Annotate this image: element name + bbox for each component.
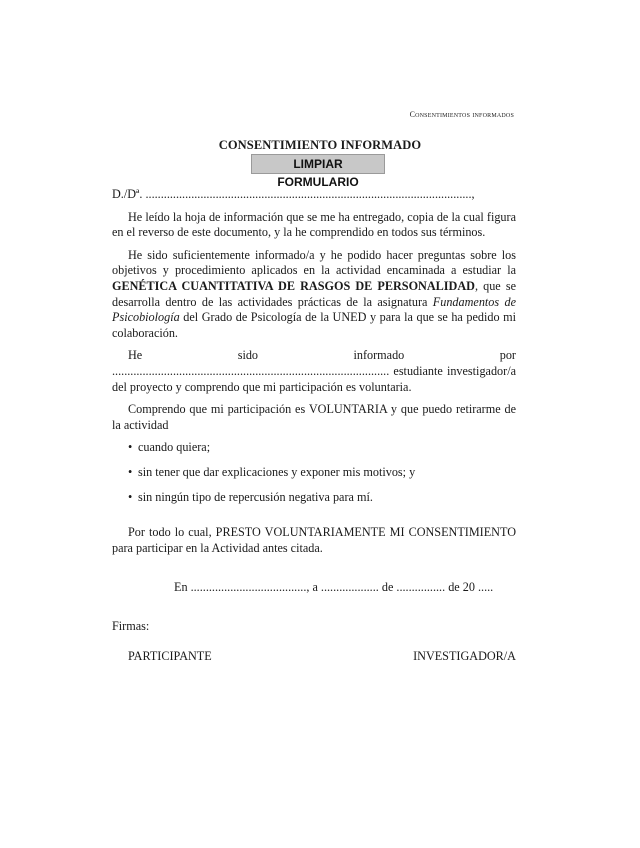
paragraph-information-read: He leído la hoja de información que se me ha entregado, copia de la cual figura en el reverso de este documento, y la he comprendido en todos sus términos. — [112, 209, 516, 240]
paragraph-informed-part-2: , que se desarrolla dentro de las actividades prácticas de la asignatura — [112, 278, 517, 309]
list-item — [128, 440, 516, 456]
spacer — [112, 514, 516, 525]
clear-form-button[interactable]: LIMPIAR FORMULARIO — [251, 154, 385, 174]
course-name: Fundamentos de Psicobiología — [112, 294, 516, 325]
list-item-text: cuando quiera; — [138, 440, 211, 455]
signatures-label: Firmas: — [112, 619, 150, 633]
paragraph-informed-part-3: del Grado de Psicología de la UNED y para la que se ha pedido mi colaboración. — [112, 310, 516, 340]
date-place-line[interactable]: En ......................................, a ................... de ................ de 20 ..... — [174, 580, 494, 594]
signature-investigator: INVESTIGADOR/A — [413, 649, 516, 663]
paragraph-consent: Por todo lo cual, PRESTO VOLUNTARIAMENTE MI CONSENTIMIENTO para participar en la Actividad antes citada. — [112, 525, 516, 555]
name-field-line[interactable]: D./Dª. ..........................................................................................................., — [112, 187, 475, 201]
bullet-icon: • — [128, 489, 133, 504]
running-header: Consentimientos informados — [409, 110, 514, 119]
list-item-text: sin ningún tipo de repercusión negativa para mí. — [138, 489, 373, 504]
paragraph-voluntary: Comprendo que mi participación es VOLUNTARIA y que puedo retirarme de la actividad — [112, 402, 516, 432]
paragraph-informed-by — [112, 348, 516, 395]
activity-name: GENÉTICA CUANTITATIVA DE RASGOS DE PERSONALIDAD — [112, 278, 475, 293]
investigator-name-field[interactable]: ........................................................................................... — [112, 363, 390, 378]
paragraph-informed — [112, 248, 516, 342]
informed-by-lead: He sido informado por — [128, 348, 516, 363]
bullet-icon: • — [128, 464, 133, 479]
paragraph-informed-part-1: He sido suficientemente informado/a y he podido hacer preguntas sobre los objetivos y procedimiento aplicados en la actividad encaminada a estudiar la — [112, 247, 516, 278]
list-item — [128, 465, 516, 481]
consent-body — [112, 187, 516, 563]
bullet-icon: • — [128, 440, 133, 455]
withdrawal-conditions-list — [112, 440, 516, 505]
list-item — [128, 490, 516, 506]
document-title: CONSENTIMIENTO INFORMADO — [218, 138, 422, 152]
informed-by-rest: estudiante investigador/a del proyecto y comprendo que mi participación es voluntaria. — [112, 363, 516, 394]
signature-participant: PARTICIPANTE — [128, 649, 212, 663]
list-item-text: sin tener que dar explicaciones y exponer mis motivos; y — [138, 464, 416, 479]
